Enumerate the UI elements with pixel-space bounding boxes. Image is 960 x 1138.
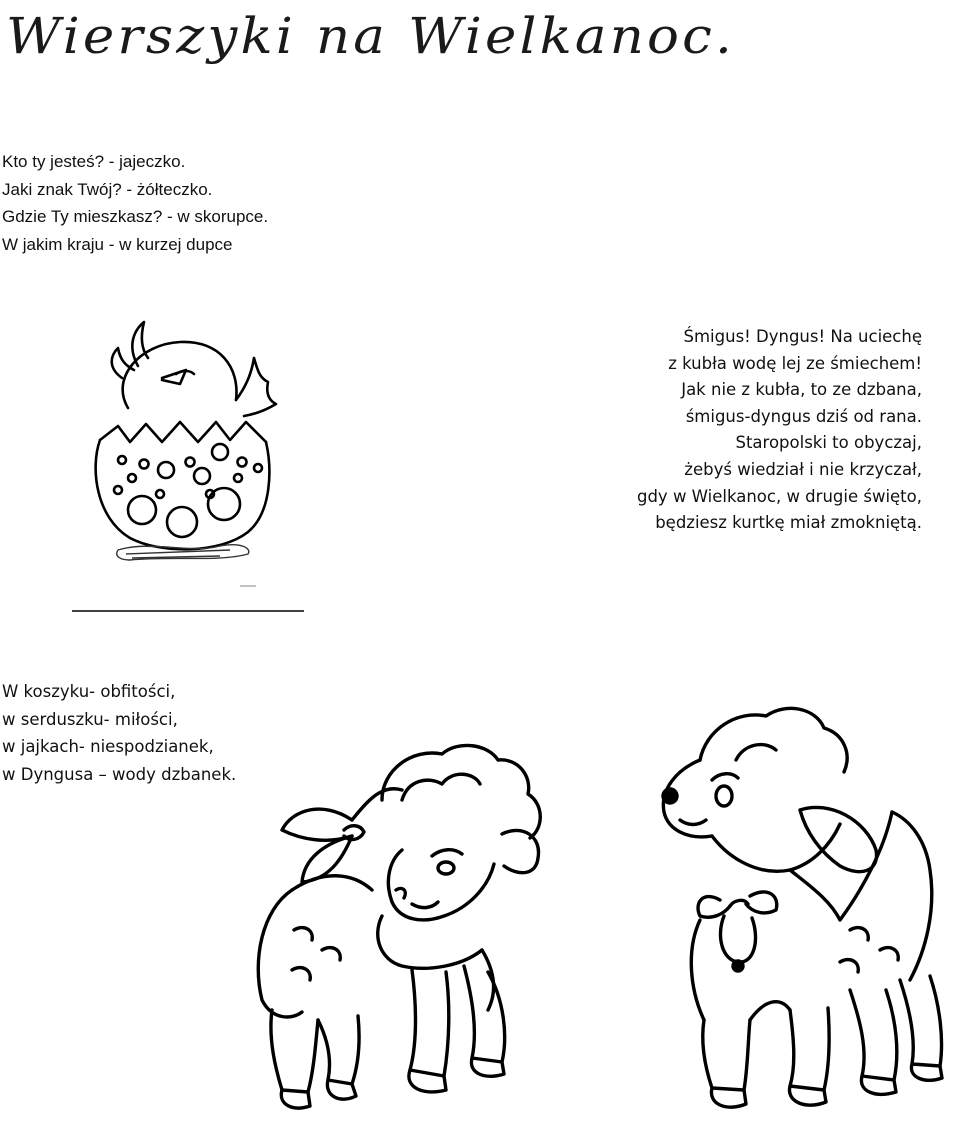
poem-line: gdy w Wielkanoc, w drugie święto, bbox=[636, 486, 922, 506]
poem-line: Gdzie Ty mieszkasz? - w skorupce. bbox=[2, 207, 269, 226]
page-title: Wierszyki na Wielkanoc. bbox=[6, 7, 735, 65]
poem-line: Śmigus! Dyngus! Na uciechę bbox=[683, 327, 922, 346]
poem-line: Kto ty jesteś? - jajeczko. bbox=[2, 152, 186, 171]
poem-line: w Dyngusa – wody dzbanek. bbox=[2, 764, 237, 784]
poem-koszyk bbox=[2, 678, 236, 788]
poem-line: będziesz kurtkę miał zmokniętą. bbox=[655, 513, 922, 533]
poem-line: W koszyku- obfitości, bbox=[2, 682, 176, 701]
chick-in-egg-drawing bbox=[70, 318, 310, 618]
poem-line: Jaki znak Twój? - żółteczko. bbox=[2, 179, 213, 199]
lamb-with-bow-drawing bbox=[232, 740, 592, 1120]
poem-line: śmigus-dyngus dziś od rana. bbox=[685, 406, 922, 426]
poem-line: żebyś wiedział i nie krzyczał, bbox=[684, 459, 922, 479]
poem-line: Staropolski to obyczaj, bbox=[735, 433, 922, 453]
poem-line: w serduszku- miłości, bbox=[2, 709, 178, 729]
poem-line: z kubła wodę lej ze śmiechem! bbox=[668, 353, 922, 373]
poem-line: Jak nie z kubła, to ze dzbana, bbox=[681, 380, 922, 400]
poem-line: w jajkach- niespodzianek, bbox=[2, 737, 214, 756]
poem-smigus-dyngus bbox=[560, 324, 922, 537]
lamb-with-bell-drawing bbox=[640, 700, 955, 1120]
poem-line: W jakim kraju - w kurzej dupce bbox=[2, 234, 233, 254]
poem-egg bbox=[2, 148, 268, 258]
